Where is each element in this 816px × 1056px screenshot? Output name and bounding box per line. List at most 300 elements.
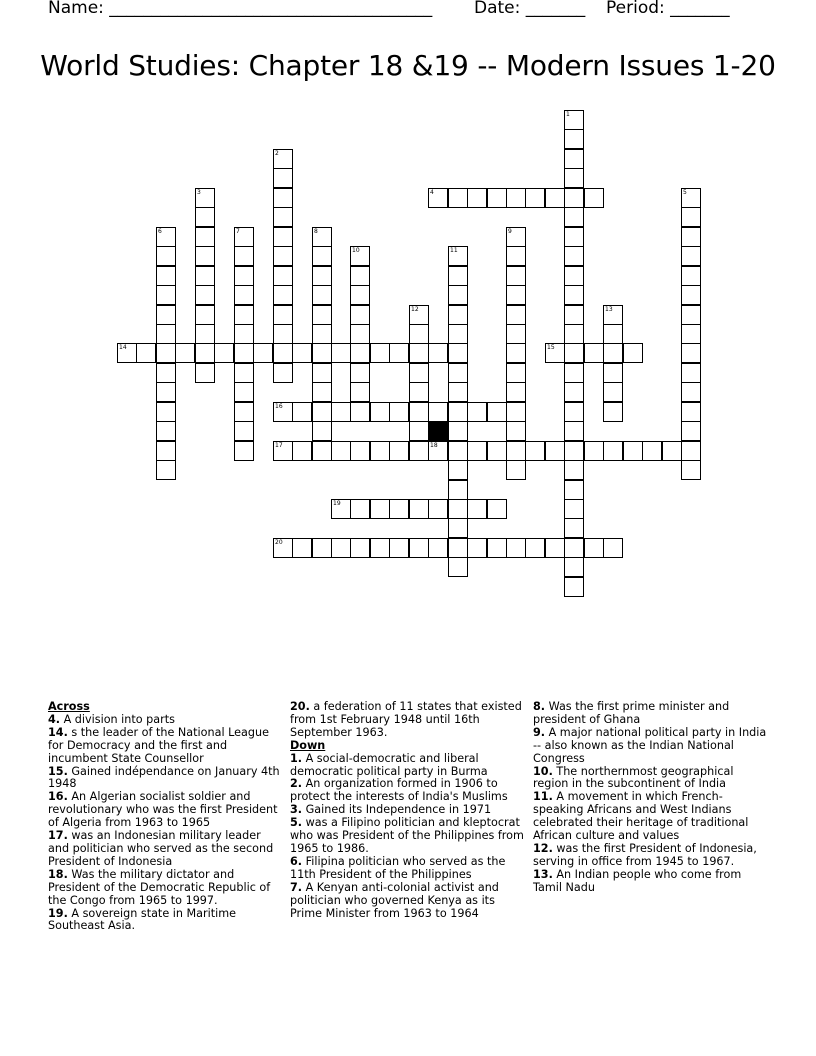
grid-cell[interactable]	[350, 382, 370, 402]
grid-cell[interactable]	[603, 363, 623, 383]
clue-text: A Kenyan anti-colonial activist and politician who governed Kenya as its Prime Minister from 1963 to 1964	[290, 880, 499, 920]
grid-cell[interactable]	[195, 246, 215, 266]
grid-cell[interactable]	[467, 441, 487, 461]
grid-cell[interactable]	[448, 460, 468, 480]
across-clue	[290, 701, 526, 740]
grid-cell[interactable]	[292, 402, 312, 422]
grid-cell[interactable]	[409, 343, 429, 363]
grid-cell[interactable]	[681, 266, 701, 286]
grid-cell[interactable]	[350, 285, 370, 305]
grid-cell[interactable]	[448, 441, 468, 461]
clue-text: A social-democratic and liberal democratic political party in Burma	[290, 751, 488, 778]
grid-cell[interactable]	[564, 207, 584, 227]
period-field[interactable]: Period: _______	[606, 0, 730, 18]
grid-cell[interactable]	[428, 499, 448, 519]
grid-cell[interactable]	[389, 441, 409, 461]
clue-number-label: 17	[275, 442, 283, 449]
grid-cell[interactable]	[273, 305, 293, 325]
down-clue	[533, 727, 769, 766]
grid-cell[interactable]	[273, 285, 293, 305]
clue-number: 9.	[533, 725, 546, 739]
clue-number-label: 3	[197, 189, 201, 196]
grid-cell[interactable]	[156, 363, 176, 383]
grid-cell[interactable]	[623, 343, 643, 363]
grid-cell[interactable]	[448, 538, 468, 558]
grid-cell[interactable]	[681, 246, 701, 266]
clue-number: 20.	[290, 700, 310, 713]
grid-cell[interactable]	[467, 499, 487, 519]
grid-cell[interactable]	[350, 266, 370, 286]
down-clue	[533, 791, 769, 843]
grid-cell[interactable]	[603, 538, 623, 558]
grid-cell[interactable]	[312, 227, 332, 247]
grid-cell[interactable]	[350, 363, 370, 383]
grid-cell[interactable]	[487, 402, 507, 422]
clue-text: An Indian people who come from Tamil Nadu	[533, 867, 742, 894]
grid-cell[interactable]	[681, 421, 701, 441]
grid-cell[interactable]	[564, 129, 584, 149]
grid-cell[interactable]	[156, 285, 176, 305]
clue-number-label: 8	[314, 228, 318, 235]
grid-cell[interactable]	[195, 188, 215, 208]
grid-cell[interactable]	[681, 382, 701, 402]
grid-cell[interactable]	[234, 382, 254, 402]
clue-number-label: 6	[158, 228, 162, 235]
clue-number: 3.	[290, 803, 303, 817]
grid-cell[interactable]	[312, 538, 332, 558]
grid-cell[interactable]	[545, 343, 565, 363]
grid-cell[interactable]	[234, 227, 254, 247]
clue-text: a federation of 11 states that existed from 1st February 1948 until 16th September 1963.	[290, 700, 522, 739]
grid-cell[interactable]	[506, 363, 526, 383]
grid-cell[interactable]	[603, 402, 623, 422]
clue-number-label: 10	[352, 247, 360, 254]
across-clue	[48, 908, 284, 934]
clue-number: 15.	[48, 764, 68, 778]
clue-number-label: 16	[275, 403, 283, 410]
grid-cell[interactable]	[195, 285, 215, 305]
grid-cell[interactable]	[564, 305, 584, 325]
grid-cell[interactable]	[448, 343, 468, 363]
grid-cell[interactable]	[487, 188, 507, 208]
grid-cell[interactable]	[681, 285, 701, 305]
grid-cell[interactable]	[312, 266, 332, 286]
grid-cell[interactable]	[273, 324, 293, 344]
grid-cell[interactable]	[681, 460, 701, 480]
down-heading: Down	[290, 738, 326, 752]
grid-cell[interactable]	[506, 382, 526, 402]
grid-cell[interactable]	[350, 246, 370, 266]
grid-cell[interactable]	[428, 402, 448, 422]
grid-cell[interactable]	[234, 246, 254, 266]
grid-cell[interactable]	[681, 207, 701, 227]
grid-cell[interactable]	[603, 324, 623, 344]
down-clue	[533, 843, 769, 869]
clue-text: The northernmost geographical region in the subcontinent of India	[533, 764, 734, 791]
clue-number: 8.	[533, 700, 546, 713]
grid-cell[interactable]	[156, 324, 176, 344]
down-clue	[290, 753, 526, 779]
grid-cell[interactable]	[156, 227, 176, 247]
grid-cell[interactable]	[564, 324, 584, 344]
grid-cell[interactable]	[662, 441, 682, 461]
grid-cell[interactable]	[331, 441, 351, 461]
grid-cell[interactable]	[564, 441, 584, 461]
grid-cell[interactable]	[156, 343, 176, 363]
grid-cell[interactable]	[312, 305, 332, 325]
grid-cell[interactable]	[312, 363, 332, 383]
down-clue	[290, 882, 526, 921]
clue-number: 17.	[48, 829, 68, 843]
grid-cell[interactable]	[564, 518, 584, 538]
grid-cell[interactable]	[428, 343, 448, 363]
grid-cell[interactable]	[156, 460, 176, 480]
grid-cell[interactable]	[253, 343, 273, 363]
grid-cell[interactable]	[564, 382, 584, 402]
grid-cell[interactable]	[331, 538, 351, 558]
grid-cell[interactable]	[350, 324, 370, 344]
grid-cell[interactable]	[156, 246, 176, 266]
clue-text: Gained its Independence in 1971	[302, 803, 492, 817]
clue-number-label: 19	[333, 500, 341, 507]
worksheet-title: World Studies: Chapter 18 &19 -- Modern Issues 1-20	[40, 49, 776, 82]
down-clue	[533, 869, 769, 895]
grid-cell[interactable]	[545, 538, 565, 558]
grid-cell[interactable]	[312, 285, 332, 305]
clues-column-1	[48, 701, 284, 933]
grid-cell[interactable]	[312, 402, 332, 422]
grid-cell[interactable]	[175, 343, 195, 363]
grid-cell[interactable]	[448, 305, 468, 325]
date-field[interactable]: Date: _______	[474, 0, 586, 18]
grid-cell[interactable]	[370, 441, 390, 461]
grid-cell[interactable]	[681, 402, 701, 422]
grid-cell[interactable]	[487, 538, 507, 558]
grid-cell[interactable]	[448, 324, 468, 344]
grid-cell[interactable]	[448, 363, 468, 383]
name-field[interactable]: Name: ______________________________________	[48, 0, 433, 18]
grid-cell[interactable]	[564, 266, 584, 286]
grid-cell[interactable]	[603, 382, 623, 402]
grid-cell[interactable]	[273, 246, 293, 266]
grid-cell[interactable]	[156, 421, 176, 441]
grid-cell[interactable]	[448, 557, 468, 577]
grid-cell[interactable]	[195, 305, 215, 325]
grid-cell[interactable]	[312, 382, 332, 402]
grid-cell[interactable]	[564, 557, 584, 577]
grid-cell[interactable]	[564, 168, 584, 188]
grid-cell[interactable]	[409, 538, 429, 558]
grid-cell[interactable]	[564, 460, 584, 480]
grid-cell[interactable]	[312, 421, 332, 441]
clue-number-label: 9	[508, 228, 512, 235]
grid-cell[interactable]	[642, 441, 662, 461]
grid-cell[interactable]	[564, 227, 584, 247]
grid-cell[interactable]	[506, 305, 526, 325]
clue-number-label: 12	[411, 306, 419, 313]
grid-cell[interactable]	[409, 324, 429, 344]
grid-cell[interactable]	[603, 441, 623, 461]
grid-cell[interactable]	[409, 421, 429, 441]
grid-cell[interactable]	[545, 188, 565, 208]
clue-number: 6.	[290, 854, 303, 868]
grid-cell[interactable]	[525, 441, 545, 461]
grid-cell[interactable]	[506, 324, 526, 344]
grid-cell[interactable]	[234, 266, 254, 286]
grid-cell[interactable]	[448, 382, 468, 402]
grid-cell[interactable]	[603, 305, 623, 325]
grid-cell[interactable]	[487, 499, 507, 519]
grid-cell[interactable]	[409, 305, 429, 325]
clue-number: 5.	[290, 816, 303, 830]
grid-cell[interactable]	[370, 402, 390, 422]
grid-cell[interactable]	[409, 402, 429, 422]
clue-text: was an Indonesian military leader and politician who served as the second President of Indonesia	[48, 829, 274, 868]
grid-cell[interactable]	[195, 324, 215, 344]
clue-number-label: 15	[547, 344, 555, 351]
clue-number: 4.	[48, 712, 61, 726]
grid-cell[interactable]	[506, 343, 526, 363]
grid-cell[interactable]	[448, 285, 468, 305]
grid-cell[interactable]	[545, 441, 565, 461]
grid-cell[interactable]	[195, 343, 215, 363]
grid-cell[interactable]	[195, 266, 215, 286]
clue-text: Filipina politician who served as the 11th President of the Philippines	[290, 854, 506, 881]
grid-cell[interactable]	[370, 499, 390, 519]
grid-cell[interactable]	[506, 285, 526, 305]
down-clue	[533, 766, 769, 792]
clue-number: 16.	[48, 790, 68, 804]
grid-cell[interactable]	[370, 538, 390, 558]
grid-cell[interactable]	[467, 402, 487, 422]
grid-cell[interactable]	[389, 402, 409, 422]
grid-cell[interactable]	[428, 188, 448, 208]
grid-cell[interactable]	[273, 188, 293, 208]
clue-text: An Algerian socialist soldier and revolutionary who was the first President of Algeria from 1963 to 1965	[48, 790, 278, 830]
clue-number-label: 11	[450, 247, 458, 254]
grid-cell[interactable]	[409, 363, 429, 383]
clue-number-label: 2	[275, 150, 279, 157]
clue-text: Gained indépendance on January 4th 1948	[48, 764, 280, 791]
grid-cell[interactable]	[584, 188, 604, 208]
grid-cell[interactable]	[487, 441, 507, 461]
grid-cell[interactable]	[409, 382, 429, 402]
grid-cell[interactable]	[195, 227, 215, 247]
grid-cell[interactable]	[292, 538, 312, 558]
grid-cell[interactable]	[506, 266, 526, 286]
clue-number: 12.	[533, 841, 553, 855]
grid-cell[interactable]	[234, 421, 254, 441]
grid-cell[interactable]	[584, 343, 604, 363]
grid-cell[interactable]	[564, 577, 584, 597]
grid-cell[interactable]	[234, 402, 254, 422]
grid-cell[interactable]	[448, 188, 468, 208]
grid-cell[interactable]	[506, 538, 526, 558]
grid-cell[interactable]	[448, 266, 468, 286]
grid-cell[interactable]	[273, 402, 293, 422]
grid-cell[interactable]	[273, 266, 293, 286]
grid-cell[interactable]	[273, 441, 293, 461]
clue-text: was the first President of Indonesia, serving in office from 1945 to 1967.	[533, 841, 757, 868]
grid-cell[interactable]	[448, 518, 468, 538]
grid-cell[interactable]	[681, 441, 701, 461]
clue-number: 19.	[48, 906, 68, 920]
grid-cell[interactable]	[428, 538, 448, 558]
grid-cell[interactable]	[136, 343, 156, 363]
grid-cell[interactable]	[350, 441, 370, 461]
grid-cell[interactable]	[350, 402, 370, 422]
grid-cell[interactable]	[273, 227, 293, 247]
grid-cell[interactable]	[525, 538, 545, 558]
grid-cell[interactable]	[312, 343, 332, 363]
grid-cell[interactable]	[312, 441, 332, 461]
grid-cell[interactable]	[117, 343, 137, 363]
grid-cell[interactable]	[467, 538, 487, 558]
grid-cell[interactable]	[350, 538, 370, 558]
grid-cell[interactable]	[506, 441, 526, 461]
grid-cell[interactable]	[564, 499, 584, 519]
grid-cell[interactable]	[350, 343, 370, 363]
grid-cell[interactable]	[409, 441, 429, 461]
grid-cell[interactable]	[564, 538, 584, 558]
grid-cell[interactable]	[156, 382, 176, 402]
grid-cell[interactable]	[681, 227, 701, 247]
grid-cell[interactable]	[195, 363, 215, 383]
grid-cell[interactable]	[312, 246, 332, 266]
grid-cell[interactable]	[681, 363, 701, 383]
clue-number-label: 1	[566, 111, 570, 118]
grid-cell[interactable]	[681, 324, 701, 344]
grid-cell[interactable]	[564, 285, 584, 305]
grid-cell[interactable]	[467, 188, 487, 208]
grid-cell[interactable]	[156, 441, 176, 461]
grid-cell[interactable]	[564, 402, 584, 422]
across-clue	[48, 727, 284, 766]
down-clue	[290, 817, 526, 856]
grid-cell[interactable]	[564, 110, 584, 130]
clue-number-label: 13	[605, 306, 613, 313]
grid-cell[interactable]	[506, 460, 526, 480]
grid-cell[interactable]	[195, 207, 215, 227]
grid-cell[interactable]	[389, 538, 409, 558]
clue-number: 18.	[48, 867, 68, 881]
clue-text: A sovereign state in Maritime Southeast Asia.	[48, 906, 237, 933]
grid-cell[interactable]	[156, 266, 176, 286]
clue-number-label: 18	[430, 442, 438, 449]
clue-number: 13.	[533, 867, 553, 881]
grid-cell[interactable]	[234, 324, 254, 344]
clue-number: 14.	[48, 725, 68, 739]
clue-number-label: 7	[236, 228, 240, 235]
clue-text: A division into parts	[60, 712, 175, 726]
grid-cell[interactable]	[273, 363, 293, 383]
clue-number-label: 14	[119, 344, 127, 351]
grid-cell[interactable]	[331, 343, 351, 363]
grid-cell[interactable]	[273, 343, 293, 363]
clues-column-3	[533, 701, 769, 895]
grid-cell[interactable]	[584, 441, 604, 461]
grid-cell[interactable]	[564, 421, 584, 441]
grid-cell[interactable]	[564, 480, 584, 500]
grid-cell[interactable]	[389, 499, 409, 519]
grid-cell[interactable]	[273, 149, 293, 169]
clue-number: 11.	[533, 790, 553, 804]
grid-cell[interactable]	[312, 324, 332, 344]
grid-cell[interactable]	[234, 343, 254, 363]
grid-cell[interactable]	[273, 538, 293, 558]
grid-cell[interactable]	[603, 343, 623, 363]
grid-cell[interactable]	[370, 343, 390, 363]
grid-cell[interactable]	[389, 343, 409, 363]
down-clue	[533, 701, 769, 727]
grid-cell[interactable]	[331, 402, 351, 422]
grid-cell[interactable]	[448, 480, 468, 500]
across-heading: Across	[48, 700, 90, 713]
across-clue	[48, 869, 284, 908]
grid-cell[interactable]	[428, 441, 448, 461]
grid-cell[interactable]	[681, 188, 701, 208]
grid-cell[interactable]	[331, 499, 351, 519]
down-clue	[290, 778, 526, 804]
grid-cell[interactable]	[564, 149, 584, 169]
grid-cell[interactable]	[350, 499, 370, 519]
grid-cell[interactable]	[681, 343, 701, 363]
grid-cell[interactable]	[214, 343, 234, 363]
grid-cell[interactable]	[448, 421, 468, 441]
grid-cell[interactable]	[234, 305, 254, 325]
grid-cell[interactable]	[564, 188, 584, 208]
grid-cell[interactable]	[564, 246, 584, 266]
grid-cell[interactable]	[350, 305, 370, 325]
grid-cell[interactable]	[448, 402, 468, 422]
clue-number-label: 4	[430, 189, 434, 196]
clue-number: 1.	[290, 751, 303, 765]
grid-cell[interactable]	[448, 499, 468, 519]
grid-cell[interactable]	[234, 363, 254, 383]
grid-cell[interactable]	[273, 168, 293, 188]
clue-number-label: 20	[275, 539, 283, 546]
clue-text: A movement in which French-speaking Africans and West Indians celebrated their heritage of traditional African culture and values	[533, 790, 749, 843]
grid-cell[interactable]	[525, 188, 545, 208]
grid-cell[interactable]	[564, 363, 584, 383]
grid-cell[interactable]	[506, 402, 526, 422]
grid-cell[interactable]	[156, 305, 176, 325]
grid-cell[interactable]	[681, 305, 701, 325]
grid-cell[interactable]	[506, 188, 526, 208]
grid-cell[interactable]	[584, 538, 604, 558]
across-clue	[48, 830, 284, 869]
grid-cell[interactable]	[409, 499, 429, 519]
grid-cell[interactable]	[506, 227, 526, 247]
grid-cell[interactable]	[156, 402, 176, 422]
across-clue	[48, 791, 284, 830]
clue-text: Was the first prime minister and president of Ghana	[533, 700, 730, 726]
grid-cell[interactable]	[292, 441, 312, 461]
grid-cell[interactable]	[506, 246, 526, 266]
grid-cell[interactable]	[564, 343, 584, 363]
grid-cell[interactable]	[234, 441, 254, 461]
clue-text: Was the military dictator and President of the Democratic Republic of the Congo from 1965 to 1997.	[48, 867, 271, 907]
clue-text: s the leader of the National League for Democracy and the first and incumbent State Counsellor	[48, 725, 269, 765]
grid-cell[interactable]	[506, 421, 526, 441]
grid-cell[interactable]	[623, 441, 643, 461]
clue-number: 7.	[290, 880, 303, 894]
grid-cell[interactable]	[273, 207, 293, 227]
grid-cell[interactable]	[448, 246, 468, 266]
clue-text: A major national political party in India -- also known as the Indian National Congress	[533, 725, 767, 765]
grid-cell[interactable]	[292, 343, 312, 363]
grid-cell[interactable]	[234, 285, 254, 305]
